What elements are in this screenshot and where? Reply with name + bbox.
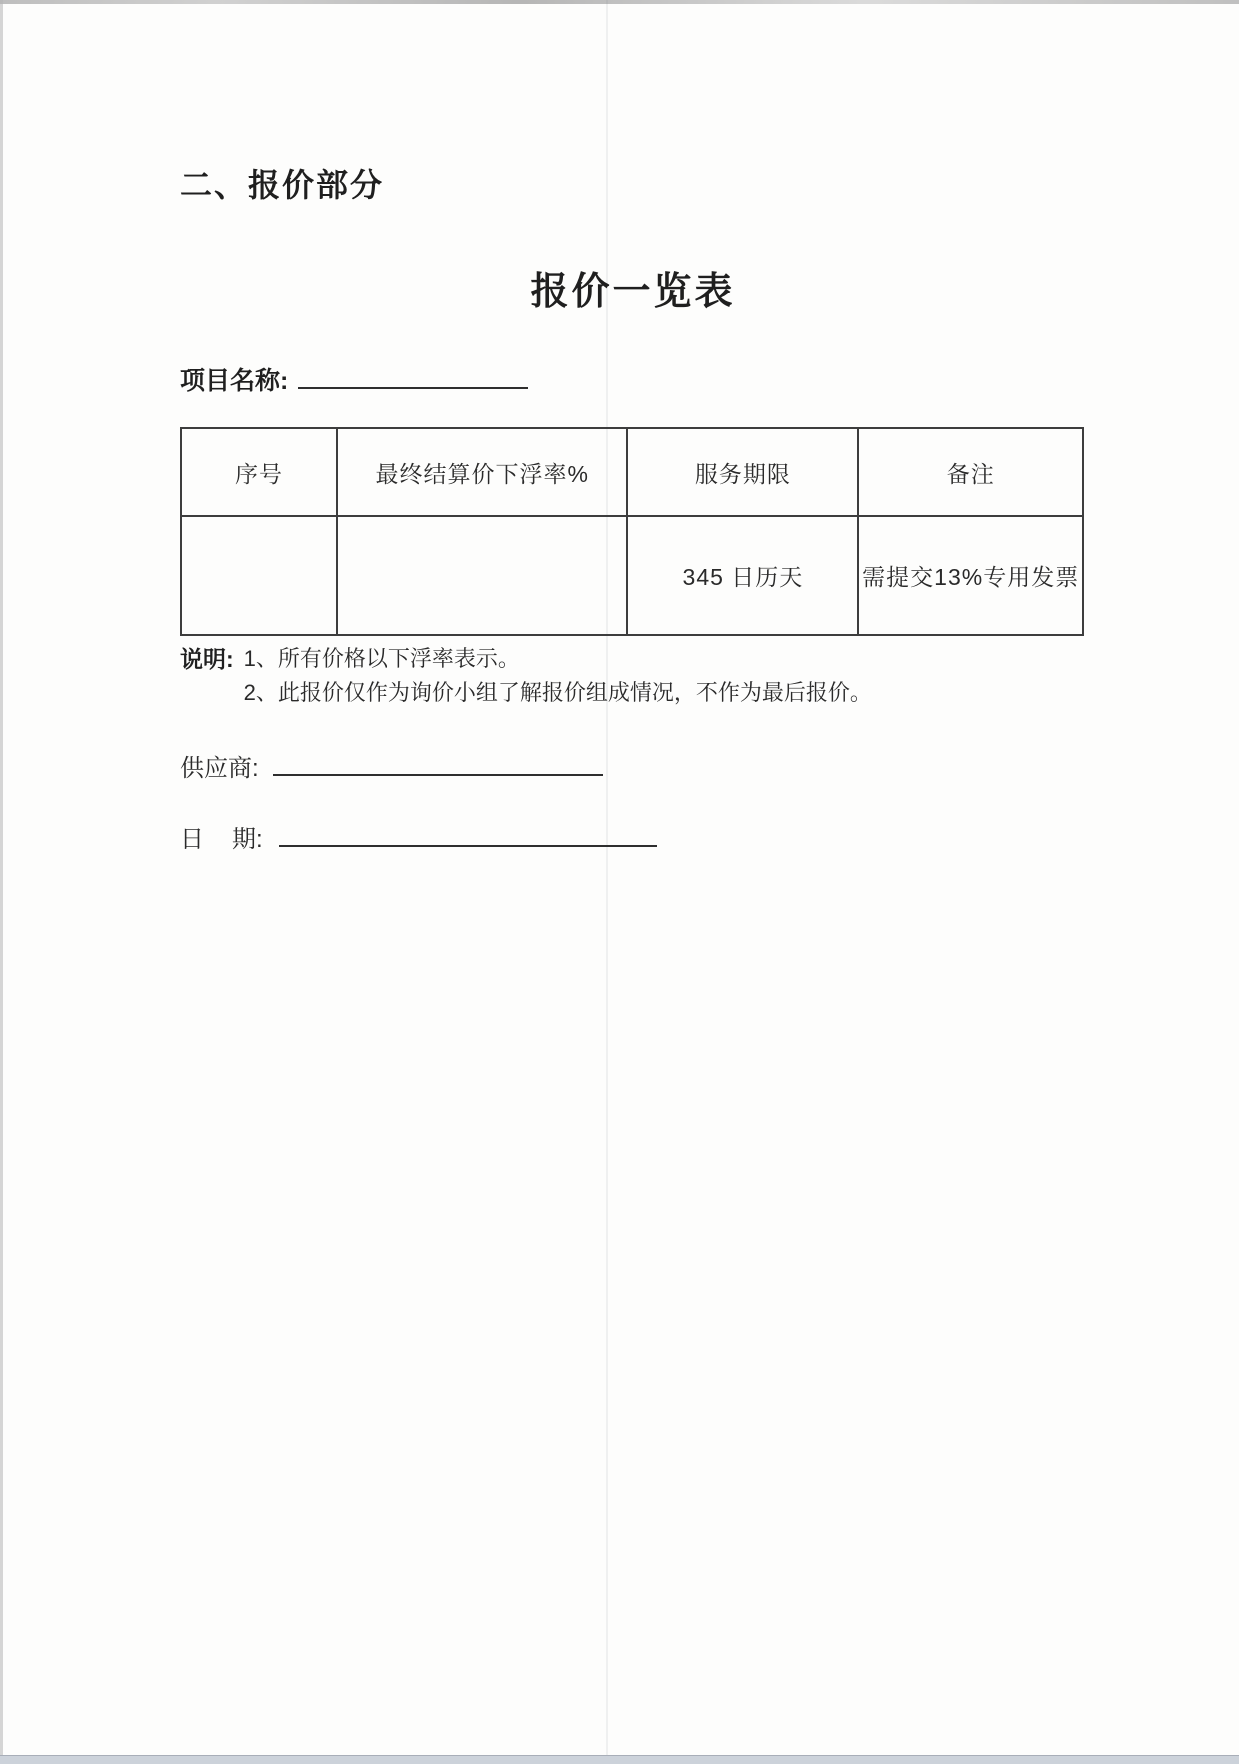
header-seq-no: 序号 — [181, 428, 337, 516]
document-content — [180, 0, 1086, 854]
note-item-2: 2、此报价仅作为询价小组了解报价组成情况，不作为最后报价。 — [243, 680, 872, 705]
note-item-1: 1、所有价格以下浮率表示。 — [243, 646, 520, 671]
table-data-row — [181, 516, 1083, 635]
date-line — [180, 819, 1086, 854]
supplier-line — [180, 748, 1086, 783]
quotation-table — [180, 427, 1084, 636]
date-label-left: 日 — [180, 826, 204, 853]
header-service-period: 服务期限 — [627, 428, 858, 516]
notes-items — [244, 642, 872, 710]
supplier-blank-field — [273, 750, 603, 776]
project-name-blank-field — [298, 363, 528, 389]
date-label-right: 期: — [232, 826, 263, 853]
date-label — [180, 826, 263, 853]
project-name-label: 项目名称: — [180, 367, 289, 395]
header-remarks: 备注 — [858, 428, 1083, 516]
supplier-label: 供应商: — [180, 755, 259, 782]
cell-seq-no — [181, 516, 337, 635]
scan-left-edge-artifact — [0, 0, 3, 1764]
cell-remark: 需提交13%专用发票 — [858, 516, 1083, 635]
notes-label: 说明: — [180, 646, 234, 672]
date-blank-field — [279, 821, 657, 847]
document-title: 报价一览表 — [530, 271, 736, 313]
table-header-row — [181, 428, 1083, 516]
cell-service-period: 345 日历天 — [627, 516, 858, 635]
section-heading: 二、报价部分 — [180, 167, 385, 203]
header-final-settlement-discount-rate: 最终结算价下浮率% — [337, 428, 627, 516]
cell-discount-rate — [337, 516, 627, 635]
project-name-line — [180, 361, 1086, 397]
scan-bottom-edge-artifact — [0, 1755, 1239, 1764]
notes-section — [180, 642, 1086, 710]
